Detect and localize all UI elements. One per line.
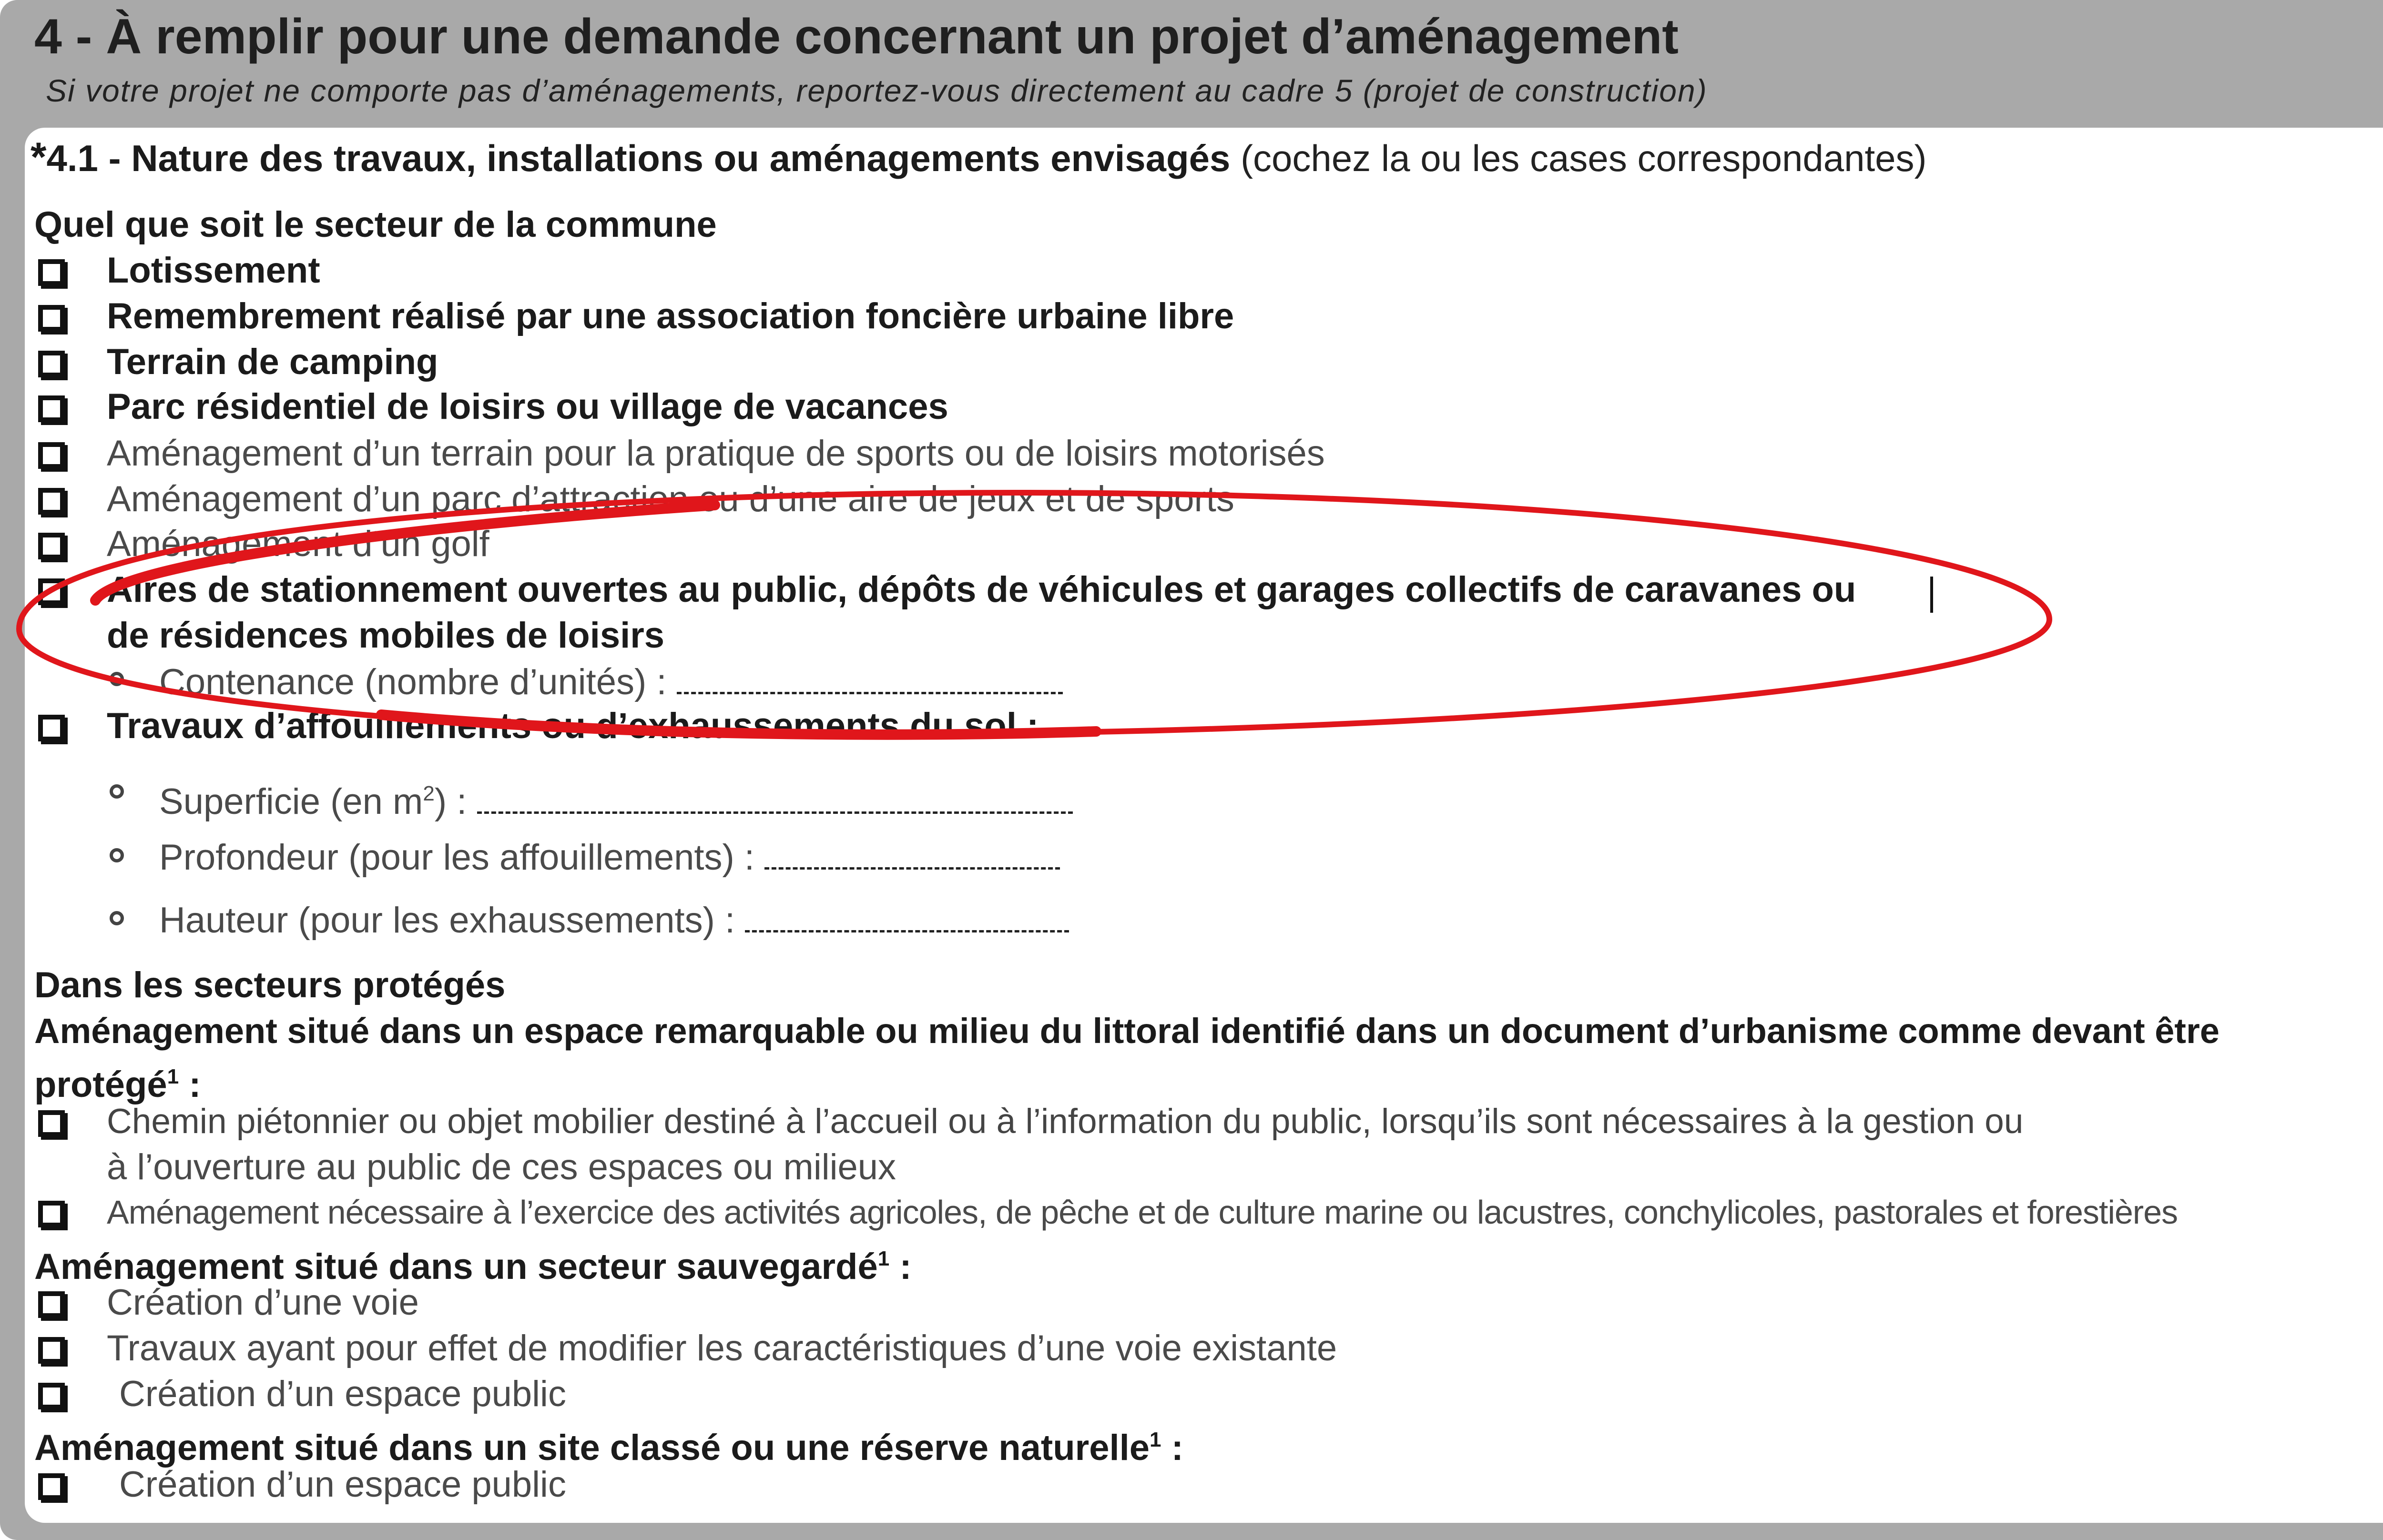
checkbox-golf[interactable] (38, 533, 65, 559)
option-label: Création d’un espace public (119, 1374, 566, 1414)
option-label: Aires de stationnement ouvertes au public, dépôts de véhicules et garages collectifs de caravanes ou (107, 569, 1856, 610)
section-title: 4 - À remplir pour une demande concernant un projet d’aménagement (34, 9, 1679, 64)
superficie-exponent: 2 (423, 782, 435, 805)
question-number: 4.1 - (46, 137, 121, 179)
checkbox-camping[interactable] (38, 351, 65, 377)
checkbox-chemin-pietonnier[interactable] (38, 1110, 65, 1137)
superficie-input[interactable] (477, 785, 1073, 814)
checkbox-espace-public-sauvegarde[interactable] (38, 1383, 65, 1409)
option-label: Lotissement (107, 250, 320, 291)
group-all-heading: Quel que soit le secteur de la commune (34, 204, 717, 245)
contenance-row (159, 659, 1063, 705)
heading-colon: : (889, 1246, 912, 1287)
checkbox-modifier-voie[interactable] (38, 1337, 65, 1364)
checkbox-espace-public-classe[interactable] (38, 1473, 65, 1500)
group-protected-heading: Dans les secteurs protégés (34, 965, 506, 1005)
hauteur-label: Hauteur (pour les exhaussements) : (159, 900, 735, 941)
contenance-label: Contenance (nombre d’unités) : (159, 662, 667, 702)
profondeur-input[interactable] (764, 841, 1060, 870)
option-label: Terrain de camping (107, 342, 438, 382)
heading-colon: : (1161, 1428, 1183, 1468)
option-label: Création d’une voie (107, 1282, 419, 1323)
option-label-continued: de résidences mobiles de loisirs (107, 615, 665, 656)
profondeur-label: Profondeur (pour les affouillements) : (159, 837, 755, 878)
footnote-ref: 1 (167, 1065, 179, 1088)
checkbox-remembrement[interactable] (38, 305, 65, 332)
option-label: Aménagement d’un golf (107, 524, 489, 564)
option-label: Travaux d’affouillements ou d’exhaussements du sol : (107, 706, 1039, 746)
question-hint: (cochez la ou les cases correspondantes) (1241, 137, 1927, 179)
profondeur-row (159, 835, 1060, 881)
checkbox-lotissement[interactable] (38, 259, 65, 286)
option-label: Aménagement nécessaire à l’exercice des activités agricoles, de pêche et de culture marine ou lacustres, conchylicoles, pastorales et forestières (107, 1194, 2178, 1231)
option-label: Aménagement d’un terrain pour la pratique de sports ou de loisirs motorisés (107, 433, 1325, 474)
checkbox-agricole[interactable] (38, 1201, 65, 1227)
option-label: Travaux ayant pour effet de modifier les caractéristiques d’une voie existante (107, 1328, 1337, 1368)
superficie-colon: ) : (434, 781, 467, 822)
checkbox-affouillements[interactable] (38, 715, 65, 741)
superficie-row (159, 771, 1073, 825)
sauvegarde-heading: Aménagement situé dans un secteur sauvegardé (34, 1246, 878, 1287)
sub-bullet (110, 911, 124, 925)
option-label: Parc résidentiel de loisirs ou village de vacances (107, 386, 948, 427)
option-label: Chemin piétonnier ou objet mobilier destiné à l’accueil ou à l’information du public, lorsqu’ils sont nécessaires à la gestion ou (107, 1102, 2024, 1141)
question-header (31, 134, 1927, 181)
checkbox-creation-voie[interactable] (38, 1291, 65, 1318)
remarquable-heading: Aménagement situé dans un espace remarquable ou milieu du littoral identifié dans un document d’urbanisme comme devant être (34, 1011, 2220, 1051)
contenance-input[interactable] (677, 666, 1063, 694)
footnote-ref: 1 (877, 1247, 890, 1270)
footnote-ref: 1 (1149, 1428, 1161, 1451)
superficie-label: Superficie (en m (159, 781, 423, 822)
text-cursor (1930, 577, 1933, 613)
remarquable-heading-word: protégé (34, 1064, 167, 1105)
required-star: * (31, 134, 47, 180)
option-label: Remembrement réalisé par une association foncière urbaine libre (107, 296, 1234, 336)
section-subtitle: Si votre projet ne comporte pas d’aménagements, reportez-vous directement au cadre 5 (projet de construction) (46, 73, 1708, 108)
checkbox-aires-stationnement[interactable] (38, 578, 65, 605)
checkbox-sports-motorises[interactable] (38, 442, 65, 469)
sub-bullet (110, 784, 124, 799)
hauteur-row (159, 898, 1069, 943)
sub-bullet (110, 672, 124, 686)
question-label: Nature des travaux, installations ou aménagements envisagés (131, 137, 1231, 179)
heading-colon: : (179, 1064, 201, 1105)
option-label: Aménagement d’un parc d’attraction ou d’une aire de jeux et de sports (107, 479, 1234, 519)
sub-bullet (110, 848, 124, 862)
checkbox-parc-residentiel[interactable] (38, 395, 65, 422)
classe-heading: Aménagement situé dans un site classé ou une réserve naturelle (34, 1428, 1150, 1468)
checkbox-parc-attraction[interactable] (38, 488, 65, 515)
hauteur-input[interactable] (745, 904, 1069, 932)
option-label: Création d’un espace public (119, 1464, 566, 1505)
option-label-continued: à l’ouverture au public de ces espaces ou milieux (107, 1147, 896, 1187)
